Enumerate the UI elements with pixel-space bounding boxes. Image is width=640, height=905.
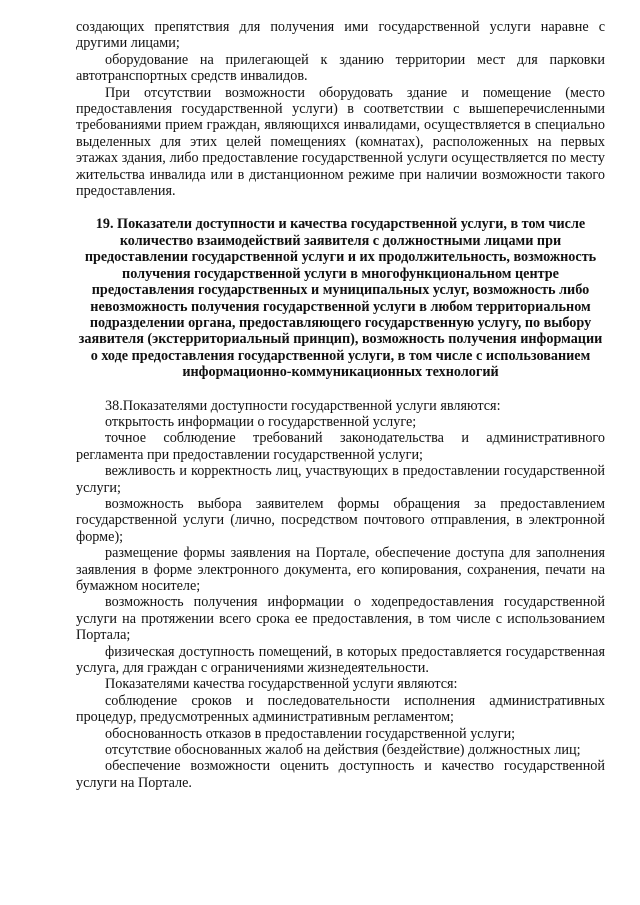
- paragraph-quality-intro: Показателями качества государственной услуги являются:: [105, 676, 458, 693]
- list-item: отсутствие обоснованных жалоб на действия (бездействие) должностных лиц;: [105, 742, 581, 759]
- paragraph-parking: оборудование на прилегающей к зданию территории мест для парковки автотранспортных средств инвалидов.: [76, 51, 605, 85]
- list-item: соблюдение сроков и последовательности исполнения административных процедур, предусмотренных административным регламентом;: [76, 692, 605, 726]
- list-item: точное соблюдение требований законодательства и административного регламента при предоставлении государственной услуги;: [76, 430, 605, 463]
- list-item: размещение формы заявления на Портале, обеспечение доступа для заполнения заявления в форме электронного документа, его копирования, сохранения, печати на бумажном носителе;: [76, 545, 605, 594]
- list-item: возможность выбора заявителем формы обращения за предоставлением государственной услуги (лично, посредством почтового отправления, в электронной форме);: [76, 495, 605, 545]
- list-item: возможность получения информации о ходепредоставления государственной услуги на протяжении всего срока ее предоставления, в том числе с использованием Портала;: [76, 594, 605, 644]
- list-item: физическая доступность помещений, в которых предоставляется государственная услуга, для граждан с ограничениями жизнедеятельности.: [76, 643, 605, 677]
- list-item: обоснованность отказов в предоставлении государственной услуги;: [105, 725, 516, 742]
- list-item: открытость информации о государственной услуге;: [105, 413, 417, 430]
- paragraph-continuation: создающих препятствия для получения ими государственной услуги наравне с другими лицами;: [76, 19, 605, 52]
- list-item: обеспечение возможности оценить доступность и качество государственной услуги на Портале.: [76, 758, 605, 791]
- paragraph-alternative-premises: При отсутствии возможности оборудовать здание и помещение (место предоставления государственной услуги) в соответствии с вышеперечисленными требованиями прием граждан, являющихся инвалидами, осуществляется в специально выделенных для этих целей помещениях (комнатах), расположенных на первых этажах здания, либо предоставление государственной услуги осуществляется по месту жительства инвалида или в дистанционном режиме при наличии возможности такого предоставления.: [76, 84, 605, 200]
- list-item: вежливость и корректность лиц, участвующих в предоставлении государственной услуги;: [76, 463, 605, 496]
- section-heading-19: 19. Показатели доступности и качества государственной услуги, в том числе количество взаимодействий заявителя с должностными лицами при предоставлении государственной услуги и их продолжительность, возможность получения государственной услуги в многофункциональном центре предоставления государственных и муниципальных услуг, возможность либо невозможность получения государственной услуги в любом территориальном подразделении органа, предоставляющего государственную услугу, по выбору заявителя (экстерриториальный принцип), возможность получения информации о ходе предоставления государственной услуги, в том числе с использованием информационно-коммуникационных технологий: [78, 216, 603, 381]
- paragraph-accessibility-intro: 38.Показателями доступности государственной услуги являются:: [105, 397, 501, 414]
